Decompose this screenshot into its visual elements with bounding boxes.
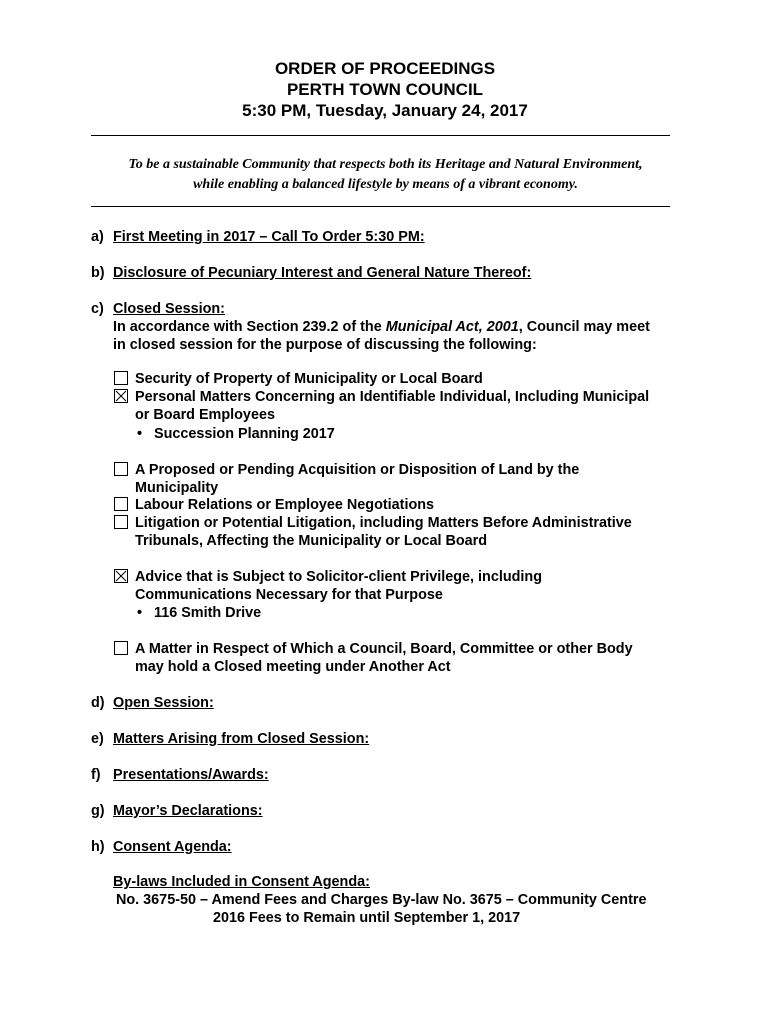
checkbox-land-label-2: Municipality — [135, 480, 219, 496]
checkbox-security-label: Security of Property of Municipality or Local Board — [135, 371, 483, 387]
closed-session-description-line-2: in closed session for the purpose of discussing the following: — [113, 337, 537, 353]
item-g-label: Mayor’s Declarations: — [113, 803, 263, 819]
item-e-label: Matters Arising from Closed Session: — [113, 731, 370, 747]
item-h-label: Consent Agenda: — [113, 839, 232, 855]
mission-divider — [91, 206, 670, 207]
municipal-act-title: Municipal Act, 2001 — [385, 319, 519, 335]
checkbox-personal-label-2: or Board Employees — [135, 407, 275, 423]
checkbox-litigation-label-2: Tribunals, Affecting the Municipality or Local Board — [135, 533, 488, 549]
desc-suffix: , Council may meet — [518, 319, 650, 335]
checkbox-litigation[interactable] — [114, 515, 128, 529]
item-a-marker: a) — [91, 229, 104, 245]
checkbox-land-label-1: A Proposed or Pending Acquisition or Disposition of Land by the — [135, 462, 580, 478]
bullet-icon: • — [137, 426, 143, 442]
item-g-marker: g) — [91, 803, 105, 819]
checkbox-personal-matters[interactable] — [114, 389, 128, 403]
checkbox-security[interactable] — [114, 371, 128, 385]
checkbox-advice-label-2: Communications Necessary for that Purpose — [135, 587, 443, 603]
item-d-label: Open Session: — [113, 695, 214, 711]
item-c-label: Closed Session: — [113, 301, 225, 317]
checkbox-other-act-label-2: may hold a Closed meeting under Another Act — [135, 659, 451, 675]
item-d-marker: d) — [91, 695, 105, 711]
header-divider — [91, 135, 670, 136]
checkbox-labour-label: Labour Relations or Employee Negotiations — [135, 497, 435, 513]
checkbox-personal-label-1: Personal Matters Concerning an Identifiable Individual, Including Municipal — [135, 389, 650, 405]
checkbox-advice-label-1: Advice that is Subject to Solicitor-client Privilege, including — [135, 569, 543, 585]
item-h-marker: h) — [91, 839, 105, 855]
council-name: PERTH TOWN COUNCIL — [286, 80, 484, 99]
item-a-label: First Meeting in 2017 – Call To Order 5:30 PM: — [113, 229, 425, 245]
checkbox-other-act[interactable] — [114, 641, 128, 655]
bullet-icon: • — [137, 605, 143, 621]
advice-bullet-item: 116 Smith Drive — [154, 605, 262, 621]
desc-prefix: In accordance with Section 239.2 of the — [113, 319, 386, 335]
meeting-datetime: 5:30 PM, Tuesday, January 24, 2017 — [242, 101, 528, 120]
consent-bylaws-heading: By-laws Included in Consent Agenda: — [113, 874, 370, 890]
checked-x-icon — [115, 570, 127, 582]
item-f-label: Presentations/Awards: — [113, 767, 269, 783]
checkbox-land[interactable] — [114, 462, 128, 476]
checkbox-other-act-label-1: A Matter in Respect of Which a Council, Board, Committee or other Body — [135, 641, 633, 657]
item-e-marker: e) — [91, 731, 104, 747]
mission-line-2: while enabling a balanced lifestyle by means of a vibrant economy. — [193, 177, 578, 192]
checkbox-litigation-label-1: Litigation or Potential Litigation, including Matters Before Administrative — [135, 515, 632, 531]
item-c-marker: c) — [91, 301, 104, 317]
doc-title: ORDER OF PROCEEDINGS — [274, 59, 496, 78]
mission-line-1: To be a sustainable Community that respects both its Heritage and Natural Environment, — [128, 157, 643, 172]
bylaw-line-2: 2016 Fees to Remain until September 1, 2017 — [213, 910, 521, 926]
item-b-label: Disclosure of Pecuniary Interest and General Nature Thereof: — [113, 265, 532, 281]
checkbox-advice[interactable] — [114, 569, 128, 583]
bylaw-line-1: No. 3675-50 – Amend Fees and Charges By-law No. 3675 – Community Centre — [116, 892, 647, 908]
checkbox-labour[interactable] — [114, 497, 128, 511]
item-b-marker: b) — [91, 265, 105, 281]
personal-bullet-item: Succession Planning 2017 — [154, 426, 335, 442]
checked-x-icon — [115, 390, 127, 402]
item-f-marker: f) — [91, 767, 101, 783]
closed-session-description — [113, 318, 650, 336]
